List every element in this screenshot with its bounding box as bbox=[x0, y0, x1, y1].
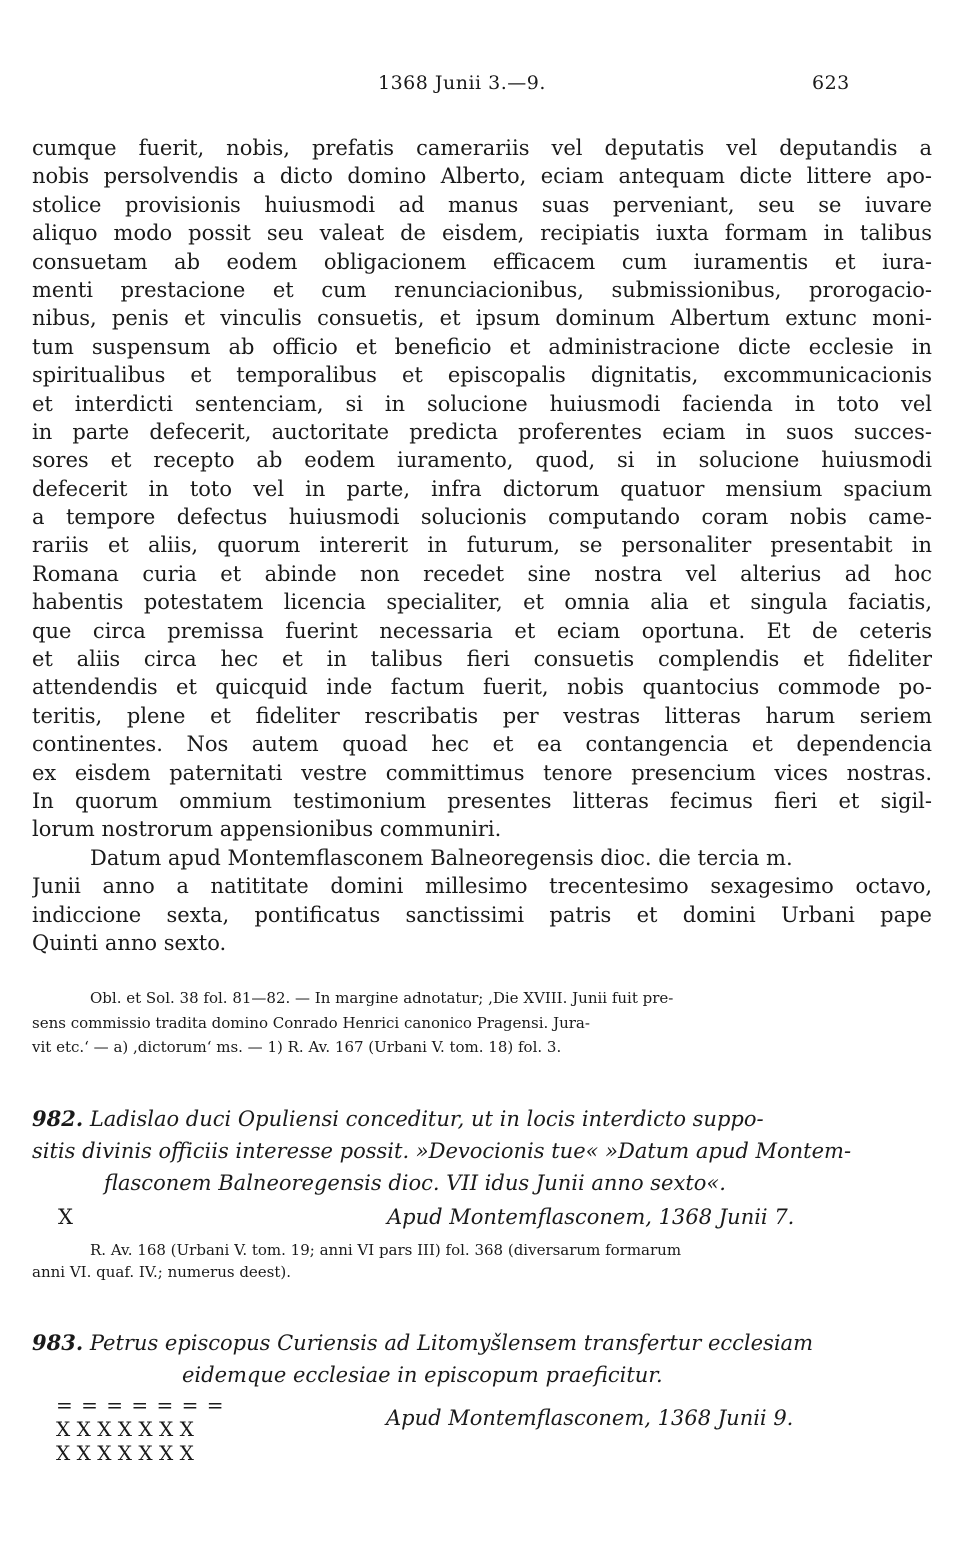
body-line: ex eisdem paternitati vestre committimus tenore presencium vices nostras. bbox=[32, 760, 932, 785]
entry-983 bbox=[32, 1327, 932, 1391]
entry-title-line: flasconem Balneoregensis dioc. VII idus Junii anno sexto«. bbox=[104, 1171, 726, 1195]
source-notes bbox=[32, 986, 932, 1060]
body-line: stolice provisionis huiusmodi ad manus suas perveniant, seu se iuvare bbox=[32, 192, 932, 217]
body-line: Junii anno a natititate domini millesimo trecentesimo sexagesimo octavo, bbox=[32, 874, 932, 899]
body-line: indiccione sexta, pontificatus sanctissimi patris et domini Urbani pape bbox=[32, 902, 932, 927]
page-number: 623 bbox=[812, 72, 850, 94]
body-line: menti prestacione et cum renunciacionibus, submissionibus, prorogacio- bbox=[32, 277, 932, 302]
body-line: in parte defecerit, auctoritate predicta proferentes eciam in suos succes- bbox=[32, 419, 932, 444]
register-mark-row: X X X X X X X bbox=[56, 1441, 194, 1465]
body-line: consuetam ab eodem obligacionem efficacem cum iuramentis et iura- bbox=[32, 249, 932, 274]
body-line: sores et recepto ab eodem iuramento, quod, si in solucione huiusmodi bbox=[32, 448, 932, 473]
entry-number: 982. bbox=[32, 1106, 84, 1131]
entry-title-text: Ladislao duci Opuliensi conceditur, ut in locis interdicto suppo- bbox=[89, 1107, 764, 1131]
note-line: sens commissio tradita domino Conrado Henrici canonico Pragensi. Jura- bbox=[32, 1013, 590, 1032]
body-line: rariis et aliis, quorum intererit in futurum, se personaliter presentabit in bbox=[32, 533, 932, 558]
entry-note-line: anni VI. quaf. IV.; numerus deest). bbox=[32, 1263, 292, 1281]
note-line: vit etc.‘ — a) ,dictorum‘ ms. — 1) R. Av. 167 (Urbani V. tom. 18) fol. 3. bbox=[32, 1038, 562, 1056]
register-marks bbox=[56, 1393, 224, 1465]
body-line: tum suspensum ab officio et beneficio et administracione dicte ecclesie in bbox=[32, 334, 932, 359]
entry-note-line: R. Av. 168 (Urbani V. tom. 19; anni VI pars III) fol. 368 (diversarum formarum bbox=[90, 1241, 682, 1259]
entry-title-line: eidemque ecclesiae in episcopum praeficitur. bbox=[182, 1363, 663, 1387]
body-line: que circa premissa fuerint necessaria et eciam oportuna. Et de ceteris bbox=[32, 618, 932, 643]
body-line: nibus, penis et vinculis consuetis, et ipsum dominum Albertum extunc moni- bbox=[32, 306, 932, 331]
body-line: teritis, plene et fideliter rescribatis per vestras litteras harum seriem bbox=[32, 703, 932, 728]
body-line: spiritualibus et temporalibus et episcopalis dignitatis, excommunicacionis bbox=[32, 363, 932, 388]
note-line: Obl. et Sol. 38 fol. 81—82. — In margine adnotatur; ,Die XVIII. Junii fuit pre- bbox=[90, 989, 674, 1007]
entry-dateline bbox=[32, 1199, 932, 1239]
body-line: cumque fuerit, nobis, prefatis camerariis vel deputatis vel deputandis a bbox=[32, 136, 932, 160]
body-line: continentes. Nos autem quoad hec et ea contangencia et dependencia bbox=[32, 732, 932, 757]
body-line: attendendis et quicquid inde factum fuerit, nobis quantocius commode po- bbox=[32, 675, 932, 700]
datum-line: Datum apud Montemflasconem Balneoregensis dioc. die tercia m. bbox=[90, 845, 793, 870]
body-line: nobis persolvendis a dicto domino Alberto, eciam antequam dicte littere apo- bbox=[32, 164, 932, 189]
body-line: aliquo modo possit seu valeat de eisdem, recipiatis iuxta formam in talibus bbox=[32, 221, 932, 246]
register-rule: = = = = = = = bbox=[56, 1393, 225, 1417]
body-line: defecerit in toto vel in parte, infra dictorum quatuor mensium spacium bbox=[32, 476, 932, 501]
place-date: Apud Montemflasconem, 1368 Junii 7. bbox=[387, 1205, 795, 1229]
body-line: Romana curia et abinde non recedet sine nostra vel alterius ad hoc bbox=[32, 561, 932, 586]
entry-title-line bbox=[32, 1103, 932, 1135]
place-date: Apud Montemflasconem, 1368 Junii 9. bbox=[386, 1406, 794, 1430]
entry-number: 983. bbox=[32, 1330, 84, 1355]
body-line: lorum nostrorum appensionibus communiri. bbox=[32, 817, 502, 842]
entry-title-line: sitis divinis officiis interesse possit. »Devocionis tue« »Datum apud Montem- bbox=[32, 1139, 852, 1163]
register-mark-row: X X X X X X X bbox=[56, 1417, 194, 1441]
entry-982 bbox=[32, 1103, 932, 1283]
body-line: a tempore defectus huiusmodi solucionis computando coram nobis came- bbox=[32, 505, 932, 530]
letter-body bbox=[32, 134, 932, 957]
body-line: Quinti anno sexto. bbox=[32, 930, 227, 955]
entry-title-text: Petrus episcopus Curiensis ad Litomyšlensem transfertur ecclesiam bbox=[89, 1331, 813, 1355]
body-line: et aliis circa hec et in talibus fieri consuetis complendis et fideliter bbox=[32, 647, 932, 672]
entry-title-line bbox=[32, 1327, 932, 1359]
body-line: habentis potestatem licencia specialiter, et omnia alia et singula faciatis, bbox=[32, 590, 932, 615]
running-header-date: 1368 Junii 3.—9. bbox=[378, 72, 546, 94]
body-line: et interdicti sentenciam, si in solucione huiusmodi facienda in toto vel bbox=[32, 391, 932, 416]
register-mark: X bbox=[58, 1205, 73, 1229]
body-line: In quorum ommium testimonium presentes litteras fecimus fieri et sigil- bbox=[32, 788, 932, 813]
